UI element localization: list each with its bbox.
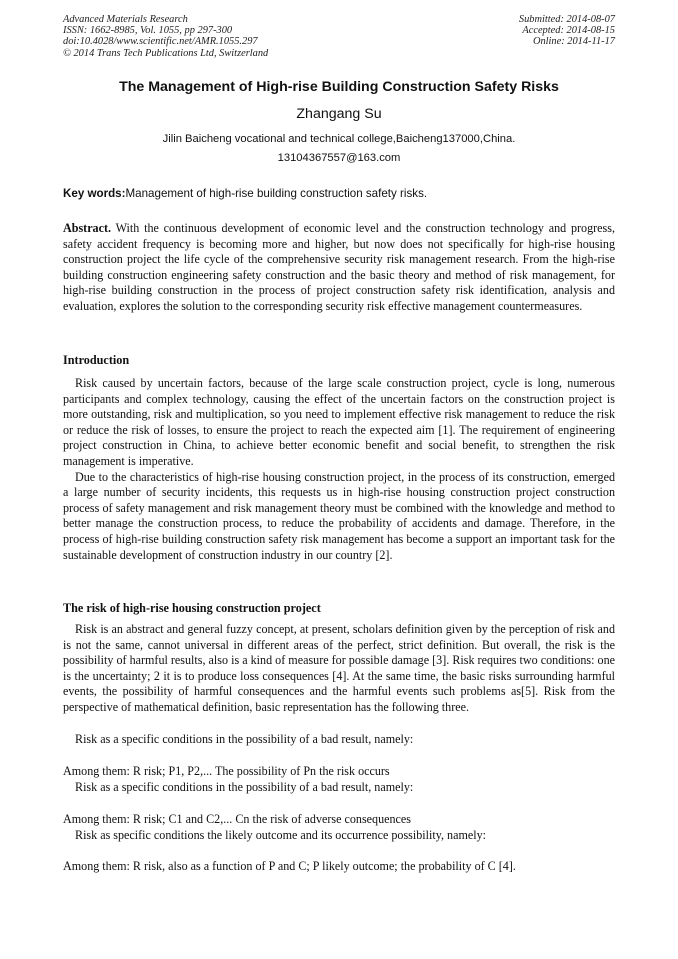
- risk-section-heading: The risk of high-rise housing construction project: [63, 601, 321, 615]
- accepted-date: Accepted: 2014-08-15: [522, 25, 615, 37]
- keywords-label: Key words:: [63, 187, 126, 200]
- risk-definition-intro: Risk as a specific conditions in the possibility of a bad result, namely:: [75, 732, 414, 746]
- submitted-date: Submitted: 2014-08-07: [518, 14, 615, 25]
- risk-definition-among: Among them: R risk; P1, P2,... The possibility of Pn the risk occurs: [63, 764, 390, 778]
- journal-header-right: [519, 14, 615, 48]
- abstract-label: Abstract.: [63, 221, 112, 235]
- online-date: Online: 2014-11-17: [532, 36, 615, 48]
- risk-definition-intro: Risk as specific conditions the likely outcome and its occurrence possibility, namely:: [75, 828, 486, 842]
- introduction-body: [63, 376, 615, 563]
- issn-line: ISSN: 1662-8985, Vol. 1055, pp 297-300: [63, 25, 233, 37]
- introduction-heading: Introduction: [63, 353, 130, 367]
- doi-line: doi:10.4028/www.scientific.net/AMR.1055.297: [63, 36, 258, 48]
- risk-definition-intro: Risk as a specific conditions in the possibility of a bad result, namely:: [75, 780, 414, 794]
- author-name: Zhangang Su: [296, 106, 382, 122]
- author-affiliation: Jilin Baicheng vocational and technical college,Baicheng137000,China.: [162, 133, 516, 145]
- paper-title: The Management of High-rise Building Construction Safety Risks: [119, 79, 559, 95]
- journal-header-left: [63, 14, 268, 59]
- keywords-text: Management of high-rise building construction safety risks.: [125, 187, 428, 200]
- author-email: 13104367557@163.com: [277, 152, 401, 164]
- intro-paragraph: Risk caused by uncertain factors, because of the large scale construction project, cycle is long, numerous participants and complex technology, causing the effect of the uncertain factors on the construction project is more outstanding, risk and multiplication, so you need to implement effective risk management to reduce the risk or reduce the risk of losses, to ensure the project to reach the expected aim [1]. The requirement of engineering project construction in China, to achieve better economic benefit and social benefit, to strengthen the risk management is imperative.: [63, 376, 615, 468]
- intro-paragraph: Due to the characteristics of high-rise housing construction project, in the process of its construction, emerged a large number of security incidents, this requests us in high-rise housing construction project construction process of safety management and risk management theory must be combined with the knowledge and method to better manage the construction process, to reduce the probability of accidents and damage. Therefore, in the process of high-rise building construction safety risk management has become a support an important task for the sustainable development of construction industry in our country [2].: [63, 469, 615, 562]
- keywords: [63, 187, 615, 200]
- abstract: [63, 221, 615, 315]
- risk-section-body: [63, 622, 615, 716]
- risk-definition-among: Among them: R risk, also as a function of P and C; P likely outcome; the probability of C [4].: [63, 859, 516, 873]
- risk-definition-among: Among them: R risk; C1 and C2,... Cn the risk of adverse consequences: [63, 812, 411, 826]
- abstract-text: With the continuous development of economic level and the construction technology and progress, safety accident frequency is becoming more and higher, but now does not specifically for high-rise housing construction project the life cycle of the comprehensive security risk management research. From the high-rise building construction engineering safety construction and the basic theory and method of risk management, for high-rise building construction in the process of project construction safety risk identification, analysis and evaluation, explores the solution to the corresponding security risk effective management countermeasures.: [63, 221, 615, 313]
- risk-paragraph: Risk is an abstract and general fuzzy concept, at present, scholars definition given by the perception of risk and is not the same, cannot universal in different areas of the perfect, strict definition. But overall, the risk is the possibility of harmful results, also is a kind of measure for possible damage [3]. Risk requires two conditions: one is the uncertainty; 2 it is to produce loss consequences [4]. At the same time, the basic risks surrounding harmful events, the possibility of harmful consequences and the harmful events such problems as[5]. Risk from the perspective of mathematical definition, basic representation has the following three.: [63, 622, 615, 714]
- journal-name: Advanced Materials Research: [63, 14, 188, 25]
- copyright-line: © 2014 Trans Tech Publications Ltd, Switzerland: [63, 47, 269, 59]
